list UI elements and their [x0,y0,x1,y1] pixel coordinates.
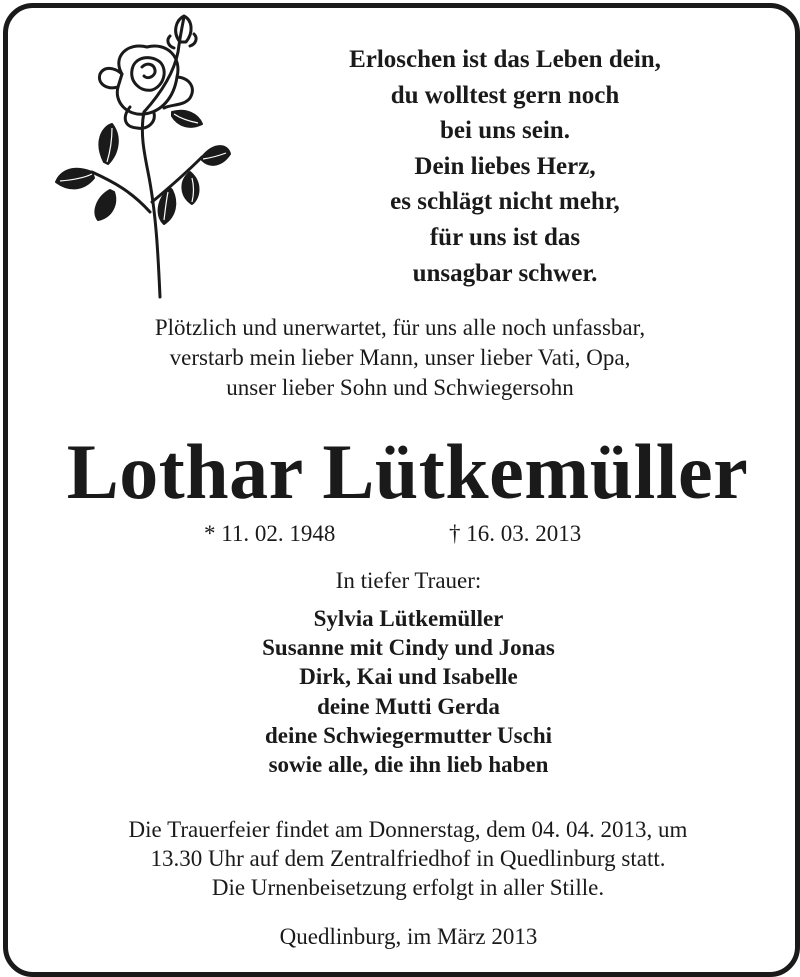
poem-line: es schlägt nicht mehr, [390,188,620,216]
poem-line: Dein liebes Herz, [414,152,596,180]
mourner: deine Mutti Gerda [317,693,500,719]
mourners-list [0,604,800,779]
intro-line: Plötzlich und unerwartet, für uns alle noch unfassbar, [154,315,646,340]
mourner: Susanne mit Cindy und Jonas [262,635,555,661]
mourner: deine Schwiegermutter Uschi [264,722,553,748]
funeral-line: Die Trauerfeier findet am Donnerstag, dem 04. 04. 2013, um [128,817,688,842]
rose-icon [52,12,232,302]
mourner: sowie alle, die ihn lieb haben [268,752,549,778]
death-date: † 16. 03. 2013 [449,521,582,546]
funeral-info [0,815,800,902]
mourning-heading: In tiefer Trauer: [335,568,482,593]
poem-line: unsagbar schwer. [412,259,598,287]
poem-line: du wolltest gern noch [390,81,620,109]
birth-date: * 11. 02. 1948 [204,521,336,546]
place-date: Quedlinburg, im März 2013 [279,924,538,949]
funeral-line: 13.30 Uhr auf dem Zentralfriedhof in Quedlinburg statt. [150,846,666,871]
poem-line: Erloschen ist das Leben dein, [349,46,661,73]
funeral-line: Die Urnenbeisetzung erfolgt in aller Stille. [211,875,605,900]
mourner: Dirk, Kai und Isabelle [299,664,518,690]
poem-line: für uns ist das [429,223,581,251]
intro-line: unser lieber Sohn und Schwiegersohn [226,375,574,400]
intro-line: verstarb mein lieber Mann, unser lieber Vati, Opa, [169,345,631,370]
intro-text [0,313,800,403]
deceased-name: Lothar Lütkemüller [66,428,749,515]
mourner: Sylvia Lütkemüller [313,606,504,631]
poem [250,42,760,291]
poem-line: bei uns sein. [440,117,570,145]
